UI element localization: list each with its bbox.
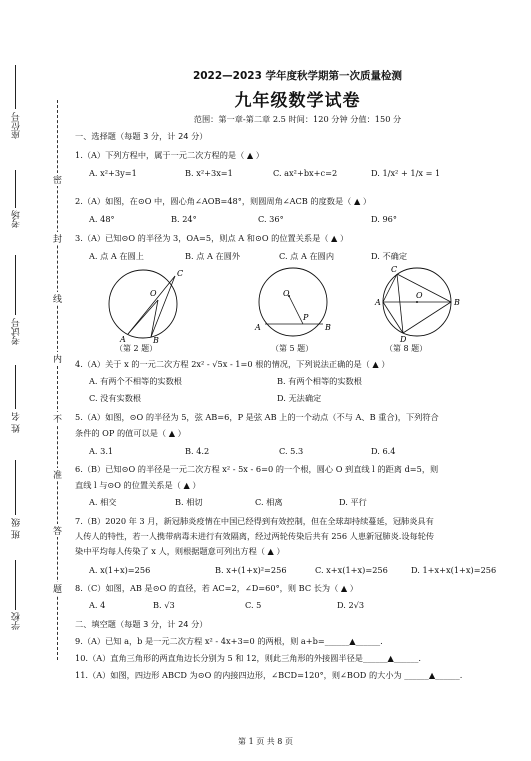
q6-option-c: C. 相离	[255, 497, 283, 507]
field-name: 姓 名	[12, 412, 22, 433]
q7-option-d: D. 1+x+x(1+x)=256	[411, 565, 497, 575]
q5-stem-line2: 条件的 OP 的值可以是（ ▲ ）	[75, 428, 186, 438]
segment-bc	[151, 276, 175, 337]
seal-char: 线	[51, 292, 64, 305]
seal-char: 封	[51, 232, 64, 245]
subject-title: 九年级数学试卷	[234, 91, 361, 111]
q7-option-c: C. x+x(1+x)=256	[315, 565, 388, 575]
fig2-label-a: A	[120, 335, 126, 344]
seal-char: 不	[51, 412, 64, 425]
q7-stem-line3: 染中平均每人传染了 x 人，则根据题意可列出方程（ ▲ ）	[75, 546, 285, 556]
q1-option-b: B. x²+3x=1	[185, 168, 233, 178]
q4-option-c: C. 没有实数根	[89, 393, 142, 403]
q7-option-a: A. x(1+x)=256	[89, 565, 151, 575]
seal-char: 答	[51, 524, 64, 537]
segment-ac	[128, 276, 175, 334]
page-footer: 第 1 页 共 8 页	[238, 737, 293, 746]
exam-title: 2022—2023 学年度秋学期第一次质量检测	[192, 70, 403, 82]
binding-sidebar	[0, 0, 62, 761]
q4-option-a: A. 有两个不相等的实数根	[89, 376, 182, 386]
q3-option-d: D. 不确定	[371, 251, 408, 261]
caption-fig2: （第 2 题）	[115, 344, 158, 353]
q8-option-c: C. 5	[245, 600, 262, 610]
exam-meta: 范围：第一章-第二章 2.5 时间：120 分钟 分值：150 分	[193, 114, 402, 124]
field-school: 学校	[12, 612, 22, 630]
section2-heading: 二、填空题（每题 3 分，计 24 分）	[75, 619, 208, 629]
fig8-label-d: D	[400, 335, 407, 344]
q5-option-d: D. 6.4	[371, 446, 396, 456]
line-name	[15, 365, 16, 409]
q6-option-a: A. 相交	[89, 497, 117, 507]
fig8-label-o: O	[416, 291, 423, 300]
q7-option-b: B. x+(1+x)²=256	[215, 565, 287, 575]
q3-option-b: B. 点 A 在圆外	[185, 251, 241, 261]
line-class	[15, 460, 16, 515]
q3-option-c: C. 点 A 在圆内	[279, 251, 335, 261]
seal-char: 密	[51, 173, 64, 186]
q2-option-d: D. 96°	[371, 214, 397, 224]
q5-option-a: A. 3.1	[89, 446, 114, 456]
line-exam-no	[15, 255, 16, 315]
segment-ac	[383, 274, 397, 302]
segment-cb	[397, 274, 451, 302]
fig8-label-b: B	[454, 298, 460, 307]
figure-q8	[369, 264, 469, 344]
q6-option-b: B. 相切	[175, 497, 203, 507]
field-exam-no: 考试号	[12, 318, 22, 345]
figure-q2	[95, 266, 195, 344]
q11: 11.（A）如图，四边形 ABCD 为⊙O 的内接四边形，∠BCD=120°，则∠BOD 的大小为 ______▲______.	[75, 670, 463, 680]
q1-stem: 1.（A）下列方程中，属于一元二次方程的是（ ▲ ）	[75, 150, 264, 160]
line-seat	[15, 65, 16, 109]
q6-stem-line1: 6.（B）已知⊙O 的半径是一元二次方程 x² - 5x - 6=0 的一个根，圆心 O 到直线 l 的距离 d=5，则	[75, 464, 439, 474]
q4-option-d: D. 无法确定	[277, 393, 322, 403]
figure-q5	[243, 266, 343, 344]
caption-fig5: （第 5 题）	[271, 344, 314, 353]
q5-option-c: C. 5.3	[279, 446, 304, 456]
line-room	[15, 170, 16, 208]
q9: 9.（A）已知 a，b 是一元二次方程 x² - 4x+3=0 的两根，则 a+b=______▲______.	[75, 636, 383, 646]
q4-stem: 4.（A）关于 x 的一元二次方程 2x² - √5x - 1=0 根的情况，下列说法正确的是（ ▲ ）	[75, 359, 390, 369]
fig5-label-b: B	[325, 323, 331, 332]
q6-option-d: D. 平行	[339, 497, 367, 507]
q1-option-a: A. x²+3y=1	[89, 168, 137, 178]
segment-ob	[151, 300, 158, 337]
caption-fig8: （第 8 题）	[385, 344, 428, 353]
fig2-label-b: B	[153, 336, 159, 344]
q1-option-d: D. 1/x² + 1/x = 1	[371, 168, 441, 178]
field-seat: 座位号	[12, 112, 22, 139]
seal-char: 内	[51, 352, 64, 365]
fig2-label-o: O	[150, 289, 157, 298]
section1-heading: 一、选择题（每题 3 分，计 24 分）	[75, 131, 208, 141]
fig8-label-c: C	[391, 265, 398, 274]
fig2-label-c: C	[177, 269, 184, 278]
q8-option-b: B. √3	[153, 600, 175, 610]
line-school	[15, 560, 16, 610]
q4-option-b: B. 有两个相等的实数根	[277, 376, 362, 386]
q8-option-a: A. 4	[89, 600, 106, 610]
q8-stem: 8.（C）如图，AB 是⊙O 的直径，若 AC=2，∠D=60°，则 BC 长为（ ▲ ）	[75, 583, 358, 593]
segment-db	[403, 302, 451, 333]
fig5-label-p: P	[303, 313, 309, 322]
field-class: 班 级	[12, 518, 22, 539]
q6-stem-line2: 直线 l 与⊙O 的位置关系是（ ▲ ）	[75, 480, 201, 490]
segment-op	[289, 296, 303, 324]
q2-option-a: A. 48°	[89, 214, 115, 224]
q5-option-b: B. 4.2	[185, 446, 210, 456]
q5-stem-line1: 5.（A）如图，⊙O 的半径为 5，弦 AB=6，P 是弦 AB 上的一个动点（不与 A、B 重合)，下列符合	[75, 412, 439, 422]
segment-cd	[397, 274, 403, 333]
q3-stem: 3.（A）已知⊙O 的半径为 3，OA=5，则点 A 和⊙O 的位置关系是（ ▲ ）	[75, 233, 349, 243]
q10: 10.（A）直角三角形的两直角边长分别为 5 和 12，则此三角形的外接圆半径是______▲______.	[75, 653, 422, 663]
seal-char: 准	[51, 468, 64, 481]
seal-char: 题	[51, 582, 64, 595]
q2-stem: 2.（A）如图，在⊙O 中，圆心角∠AOB=48°，则圆周角∠ACB 的度数是（ ▲ ）	[75, 196, 372, 206]
q3-option-a: A. 点 A 在圆上	[89, 251, 144, 261]
q1-option-c: C. ax²+bx+c=2	[273, 168, 338, 178]
q7-stem-line2: 人传人的特性，若一人携带病毒未进行有效隔离，经过两轮传染后共有 256 人患新冠肺炎.设每轮传	[75, 531, 435, 541]
q8-option-d: D. 2√3	[337, 600, 365, 610]
fig5-label-a: A	[255, 323, 261, 332]
field-room: 考场	[12, 210, 22, 228]
q7-stem-line1: 7.（B）2020 年 3 月，新冠肺炎疫情在中国已经得到有效控制，但在全球却持续蔓延，冠肺炎具有	[75, 516, 434, 526]
fig5-label-o: O	[283, 289, 290, 298]
q2-option-c: C. 36°	[258, 214, 284, 224]
q2-option-b: B. 24°	[171, 214, 197, 224]
fig8-label-a: A	[375, 298, 381, 307]
